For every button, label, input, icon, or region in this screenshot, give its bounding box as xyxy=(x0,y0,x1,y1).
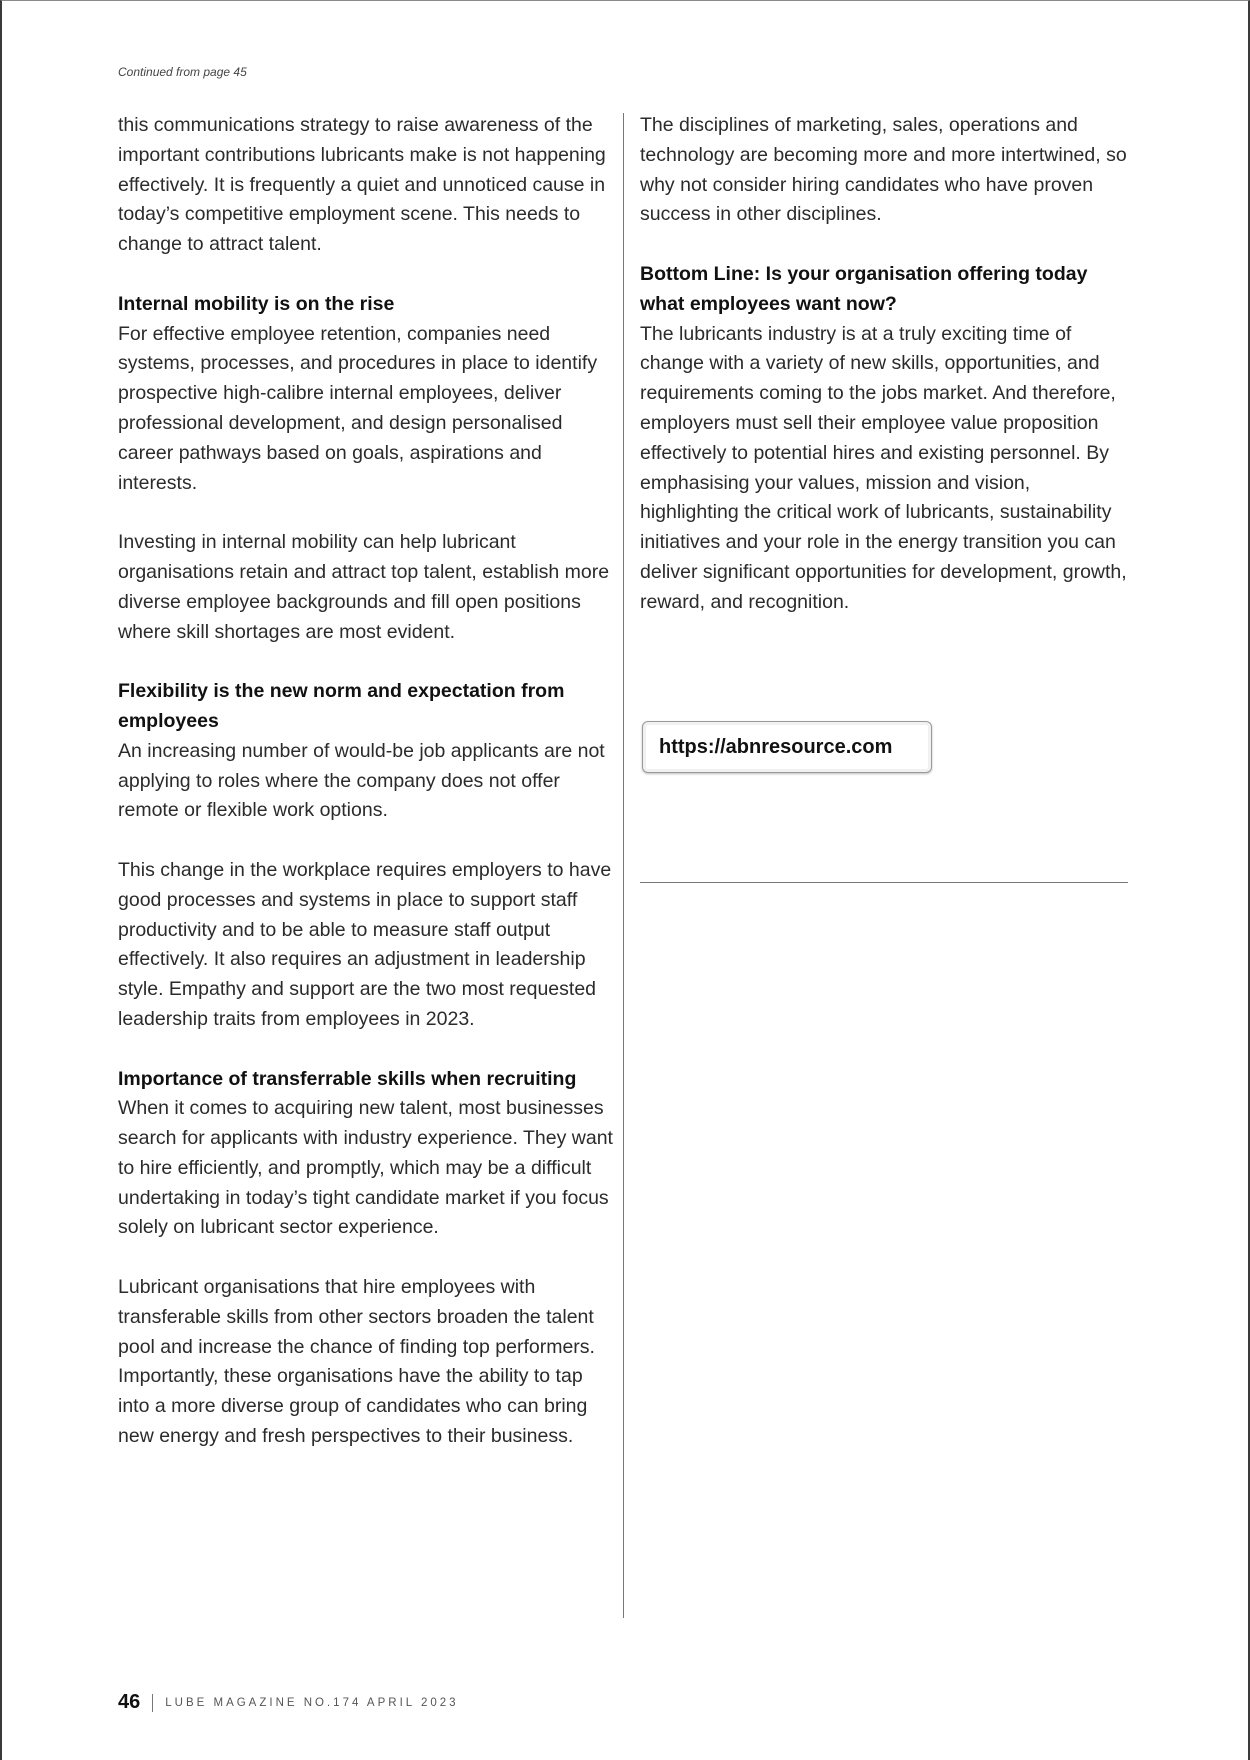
paragraph: When it comes to acquiring new talent, most businesses search for applicants with industry experience. They want to hire efficiently, and promptly, which may be a difficult undertaking in today’s tight candidate market if you focus solely on lubricant sector experience. xyxy=(118,1097,613,1239)
paragraph: The disciplines of marketing, sales, operations and technology are becoming more and more intertwined, so why not consider hiring candidates who have proven success in other disciplines. xyxy=(640,114,1127,226)
continued-note: Continued from page 45 xyxy=(118,65,247,79)
footer-separator xyxy=(152,1694,153,1712)
magazine-issue: LUBE MAGAZINE NO.174 APRIL 2023 xyxy=(165,1696,459,1709)
website-link[interactable] xyxy=(642,721,932,773)
page-footer xyxy=(118,1691,459,1714)
paragraph: The lubricants industry is at a truly exciting time of change with a variety of new skills, opportunities, and requirements coming to the jobs market. And therefore, employers must sell their employee value proposition effectively to potential hires and existing personnel. By emphasising your values, mission and vision, highlighting the critical work of lubricants, sustainability initiatives and your role in the energy transition you can deliver significant opportunities for development, growth, reward, and recognition. xyxy=(640,322,1127,613)
section-heading-transferrable-skills: Importance of transferrable skills when recruiting xyxy=(118,1067,577,1090)
left-column xyxy=(118,111,614,1482)
column-divider xyxy=(623,113,624,1618)
paragraph: An increasing number of would-be job applicants are not applying to roles where the company does not offer remote or flexible work options. xyxy=(118,739,605,822)
right-column xyxy=(640,111,1130,647)
paragraph: For effective employee retention, companies need systems, processes, and procedures in place to identify prospective high-calibre internal employees, deliver professional development, and design personalised career pathways based on goals, aspirations and interests. xyxy=(118,322,598,494)
section-heading-flexibility: Flexibility is the new norm and expectation from employees xyxy=(118,680,565,732)
paragraph: Lubricant organisations that hire employees with transferable skills from other sectors broaden the talent pool and increase the chance of finding top performers. Importantly, these organisations have the ability to tap into a more diverse group of candidates who can bring new energy and fresh perspectives to their business. xyxy=(118,1276,595,1448)
section-heading-internal-mobility: Internal mobility is on the rise xyxy=(118,292,395,315)
website-url[interactable]: https://abnresource.com xyxy=(659,735,893,758)
page-number: 46 xyxy=(118,1691,141,1713)
paragraph: This change in the workplace requires employers to have good processes and systems in place to support staff productivity and to be able to measure staff output effectively. It also requires an adjustment in leadership style. Empathy and support are the two most requested leadership traits from employees in 2023. xyxy=(118,858,612,1030)
paragraph: this communications strategy to raise awareness of the important contributions lubricants make is not happening effectively. It is frequently a quiet and unnoticed cause in today’s competitive employment scene. This needs to change to attract talent. xyxy=(118,114,606,256)
section-heading-bottom-line: Bottom Line: Is your organisation offering today what employees want now? xyxy=(640,262,1088,315)
paragraph: Investing in internal mobility can help lubricant organisations retain and attract top talent, establish more diverse employee backgrounds and fill open positions where skill shortages are most evident. xyxy=(118,531,610,643)
horizontal-rule xyxy=(640,882,1128,883)
